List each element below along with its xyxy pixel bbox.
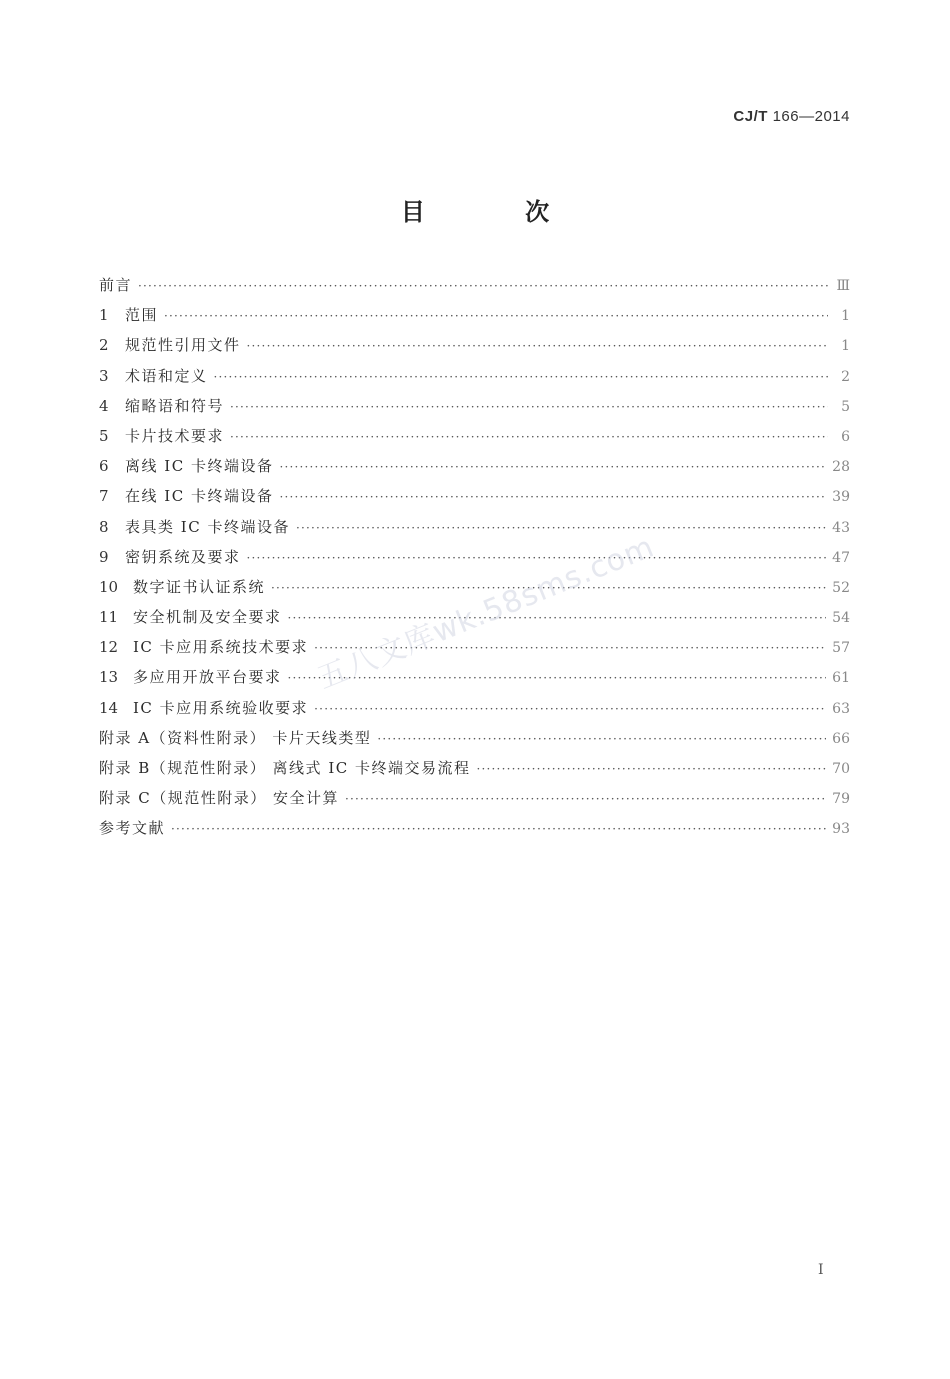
toc-dot-leader	[279, 482, 826, 512]
toc-entry-page: 70	[832, 761, 850, 777]
toc-entry[interactable]	[99, 451, 850, 481]
toc-entry[interactable]	[99, 542, 850, 572]
toc-dot-leader	[314, 694, 826, 724]
toc-entry-number: 14	[99, 698, 119, 717]
toc-entry-page: 39	[832, 489, 850, 506]
toc-dot-leader	[279, 452, 826, 482]
toc-entry-label: 卡片技术要求	[125, 426, 225, 445]
toc-entry-label: 安全机制及安全要求	[133, 608, 282, 627]
toc-entry-page: 52	[832, 579, 850, 596]
toc-entry[interactable]	[99, 723, 850, 753]
toc-entry-label: 范围	[125, 306, 159, 325]
toc-entry-label: IC 卡应用系统验收要求	[133, 698, 309, 717]
toc-entry-number: 7	[99, 487, 109, 506]
toc-entry-label: IC 卡应用系统技术要求	[133, 638, 309, 657]
toc-entry-label: 缩略语和符号	[125, 396, 225, 415]
toc-entry-number: 2	[99, 336, 109, 355]
toc-dot-leader	[377, 724, 826, 754]
toc-entry-number: 3	[99, 366, 109, 385]
toc-entry-number: 4	[99, 396, 109, 415]
toc-entry-page: 63	[832, 700, 850, 717]
toc-dot-leader	[288, 663, 827, 693]
toc-dot-leader	[171, 814, 826, 844]
toc-entry-label: 多应用开放平台要求	[133, 668, 282, 687]
toc-entry-label: 在线 IC 卡终端设备	[125, 487, 274, 506]
toc-dot-leader	[230, 422, 828, 452]
toc-entry-page: 61	[832, 670, 850, 687]
toc-dot-leader	[164, 301, 828, 331]
toc-entry-number: 5	[99, 426, 109, 445]
toc-entry[interactable]	[99, 783, 850, 813]
toc-dot-leader	[296, 513, 826, 543]
toc-entry[interactable]	[99, 753, 850, 783]
toc-entry-page: 54	[832, 610, 850, 627]
toc-entry[interactable]	[99, 572, 850, 602]
toc-entry[interactable]	[99, 693, 850, 723]
toc-entry[interactable]	[99, 662, 850, 692]
toc-entry-label: 附录 B（规范性附录） 离线式 IC 卡终端交易流程	[99, 759, 471, 777]
toc-entry-page: 79	[832, 791, 850, 808]
toc-entry[interactable]	[99, 391, 850, 421]
toc-entry[interactable]	[99, 270, 850, 300]
toc-entry-label: 数字证书认证系统	[133, 577, 266, 596]
toc-entry-number: 11	[99, 608, 119, 627]
toc-dot-leader	[477, 754, 827, 784]
toc-entry-label: 离线 IC 卡终端设备	[125, 457, 274, 476]
standard-prefix: CJ/T	[733, 108, 768, 125]
toc-entry-page: 1	[841, 338, 850, 355]
toc-entry-number: 1	[99, 306, 109, 325]
page-number: Ⅰ	[818, 1262, 824, 1278]
toc-entry-number: 8	[99, 517, 109, 536]
toc-entry-page: 43	[832, 519, 850, 536]
toc-entry-number: 13	[99, 668, 119, 687]
toc-entry-page: 93	[832, 821, 850, 838]
toc-entry[interactable]	[99, 602, 850, 632]
toc-dot-leader	[271, 573, 826, 603]
toc-entry-label: 术语和定义	[125, 366, 208, 385]
toc-dot-leader	[230, 392, 828, 422]
toc-entry-page: 6	[841, 428, 850, 445]
watermark: 五八文库wk.58sms.com	[312, 529, 660, 697]
toc-entry-number: 10	[99, 577, 119, 596]
toc-entry-label: 附录 C（规范性附录） 安全计算	[99, 789, 340, 808]
toc-dot-leader	[288, 603, 827, 633]
toc-dot-leader	[314, 633, 826, 663]
toc-entry-label: 前言	[99, 276, 133, 294]
toc-entry-number: 6	[99, 457, 109, 476]
toc-entry[interactable]	[99, 512, 850, 542]
toc-dot-leader	[247, 331, 828, 361]
toc-dot-leader	[247, 543, 827, 573]
toc-entry-label: 规范性引用文件	[125, 336, 241, 355]
toc-dot-leader	[138, 271, 828, 301]
toc-dot-leader	[214, 362, 828, 392]
toc-entry-page: 57	[832, 640, 850, 657]
toc-entry-number: 9	[99, 547, 109, 566]
toc-entry[interactable]	[99, 481, 850, 511]
document-code	[733, 108, 850, 125]
toc-entry-page: 5	[841, 398, 850, 415]
toc-entry-page: 1	[841, 308, 850, 325]
toc-entry[interactable]	[99, 300, 850, 330]
standard-number: 166—2014	[772, 108, 850, 125]
toc-entry-page: 28	[832, 459, 850, 476]
page-title: 目 次	[400, 198, 596, 226]
toc-entry-label: 表具类 IC 卡终端设备	[125, 517, 290, 536]
toc-entry-page: 66	[832, 730, 850, 747]
toc-entry[interactable]	[99, 421, 850, 451]
toc-entry[interactable]	[99, 361, 850, 391]
table-of-contents	[99, 270, 850, 844]
toc-entry-label: 附录 A（资料性附录） 卡片天线类型	[99, 728, 372, 747]
toc-entry[interactable]	[99, 632, 850, 662]
toc-dot-leader	[345, 784, 826, 814]
toc-entry-page: 47	[832, 549, 850, 566]
toc-entry[interactable]	[99, 813, 850, 843]
toc-entry-page: 2	[841, 368, 850, 385]
toc-entry-label: 密钥系统及要求	[125, 547, 241, 566]
toc-entry[interactable]	[99, 330, 850, 360]
toc-entry-page: Ⅲ	[836, 278, 850, 294]
toc-entry-label: 参考文献	[99, 819, 166, 838]
toc-entry-number: 12	[99, 638, 119, 657]
